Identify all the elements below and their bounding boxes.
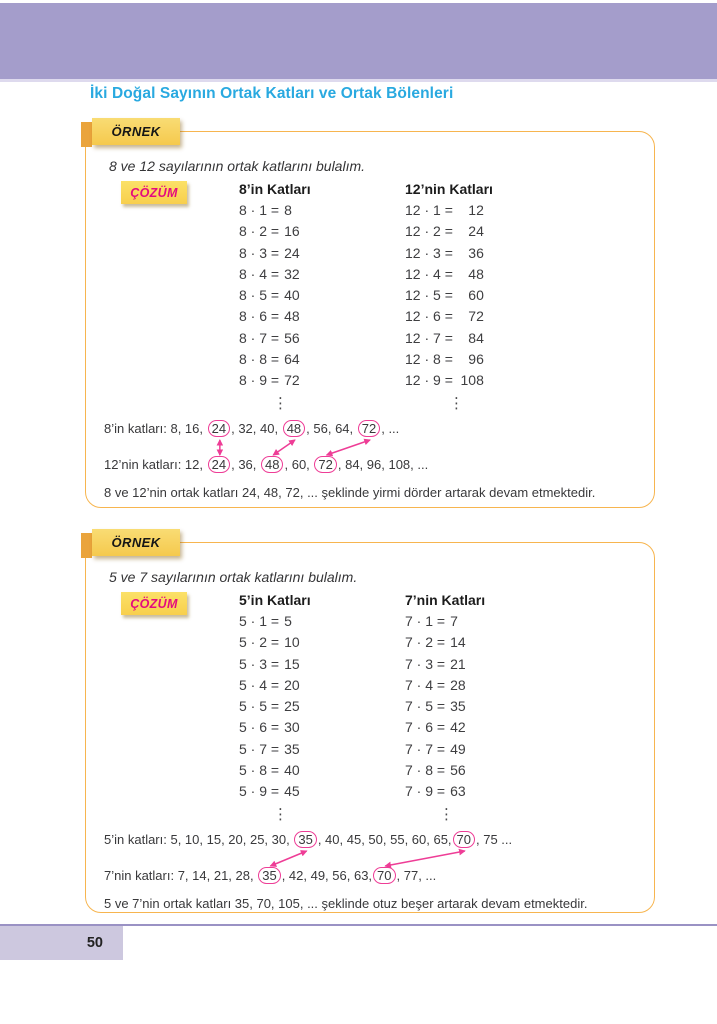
row-expression: 12 · 1 = — [405, 202, 453, 218]
vertical-ellipsis: ⋮ — [273, 804, 288, 823]
row-value: 56 — [284, 329, 300, 346]
table-header: 8’in Katları — [239, 181, 311, 197]
row-expression: 8 · 2 = — [239, 223, 280, 240]
row-value: 12 — [468, 202, 484, 218]
row-expression: 7 · 2 = — [405, 634, 446, 651]
table-row — [405, 760, 565, 781]
table-row — [239, 739, 399, 760]
row-expression: 5 · 6 = — [239, 719, 280, 736]
list-segment: , 77, ... — [396, 868, 437, 883]
table-row — [239, 200, 399, 221]
multiples-list — [104, 867, 436, 884]
row-expression: 7 · 1 = — [405, 613, 446, 629]
multiples-table — [405, 589, 565, 822]
table-row — [405, 781, 565, 802]
row-value: 14 — [450, 634, 466, 651]
list-segment: 35 — [258, 867, 280, 884]
list-segment: , ... — [381, 421, 400, 436]
row-expression: 7 · 3 = — [405, 655, 446, 672]
vertical-ellipsis: ⋮ — [439, 804, 454, 823]
list-segment: , 60, — [284, 457, 314, 472]
multiples-table — [405, 178, 565, 411]
row-value: 63 — [450, 783, 466, 800]
row-value: 8 — [284, 202, 292, 218]
row-value: 15 — [284, 655, 300, 672]
list-segment: 24 — [208, 420, 230, 437]
vertical-ellipsis: ⋮ — [449, 393, 464, 412]
row-value: 10 — [284, 634, 300, 651]
list-segment: , 42, 49, 56, 63, — [281, 868, 373, 883]
row-value: 48 — [284, 308, 300, 325]
row-value: 7 — [450, 613, 458, 629]
summary-text: 5 ve 7’nin ortak katları 35, 70, 105, ... şeklinde otuz beşer artarak devam etmektedir. — [104, 896, 588, 911]
list-segment: 12’nin katları: 12, — [104, 457, 207, 472]
table-row — [239, 370, 399, 391]
multiples-list — [104, 456, 428, 473]
row-expression: 5 · 8 = — [239, 762, 280, 779]
question-text: 8 ve 12 sayılarının ortak katlarını bulalım. — [109, 158, 366, 174]
row-value: 72 — [284, 372, 300, 389]
row-expression: 8 · 5 = — [239, 287, 280, 304]
table-row — [239, 781, 399, 802]
row-value: 49 — [450, 740, 466, 757]
match-arrow — [273, 440, 295, 455]
row-expression: 8 · 9 = — [239, 372, 280, 389]
example-card — [85, 535, 655, 913]
row-expression: 8 · 1 = — [239, 202, 280, 218]
row-expression: 12 · 4 = — [405, 265, 453, 282]
row-expression: 7 · 6 = — [405, 719, 446, 736]
table-row — [405, 370, 565, 391]
list-segment: , 36, — [231, 457, 261, 472]
table-row — [405, 306, 565, 327]
table-row — [239, 675, 399, 696]
row-value: 25 — [284, 698, 300, 715]
row-expression: 12 · 9 = — [405, 372, 453, 389]
row-expression: 5 · 9 = — [239, 783, 280, 800]
list-segment: 7’nin katları: 7, 14, 21, 28, — [104, 868, 258, 883]
example-tab — [81, 529, 180, 558]
row-expression: 5 · 2 = — [239, 634, 280, 651]
question-text: 5 ve 7 sayılarının ortak katlarını bulalım. — [109, 569, 358, 585]
table-row — [405, 654, 565, 675]
table-row — [239, 328, 399, 349]
table-row — [405, 675, 565, 696]
table-row — [239, 221, 399, 242]
list-segment: 24 — [208, 456, 230, 473]
row-expression: 7 · 9 = — [405, 783, 446, 800]
row-value: 20 — [284, 676, 300, 693]
list-segment: 8’in katları: 8, 16, — [104, 421, 207, 436]
row-value: 36 — [468, 244, 484, 261]
row-value: 35 — [450, 698, 466, 715]
row-expression: 12 · 5 = — [405, 287, 453, 304]
row-expression: 5 · 7 = — [239, 740, 280, 757]
page-number-strip — [0, 926, 123, 960]
row-value: 35 — [284, 740, 300, 757]
row-expression: 12 · 7 = — [405, 329, 453, 346]
row-value: 40 — [284, 762, 300, 779]
row-expression: 5 · 4 = — [239, 676, 280, 693]
table-rows — [239, 611, 399, 803]
example-tab-edge — [81, 533, 92, 558]
list-segment: , 56, 64, — [306, 421, 357, 436]
multiples-list — [104, 420, 399, 437]
row-expression: 7 · 7 = — [405, 740, 446, 757]
table-row — [239, 243, 399, 264]
solution-label: ÇÖZÜM — [121, 592, 187, 615]
match-arrow — [327, 440, 370, 455]
row-value: 84 — [468, 329, 484, 346]
row-expression: 12 · 2 = — [405, 223, 453, 240]
table-row — [239, 306, 399, 327]
list-segment: , 75 ... — [476, 832, 513, 847]
table-row — [405, 221, 565, 242]
row-expression: 12 · 8 = — [405, 351, 453, 368]
table-rows — [405, 611, 565, 803]
table-row — [405, 696, 565, 717]
list-segment: 48 — [261, 456, 283, 473]
row-value: 56 — [450, 762, 466, 779]
list-segment: 70 — [453, 831, 475, 848]
list-segment: 70 — [373, 867, 395, 884]
top-banner — [0, 3, 717, 82]
row-expression: 5 · 3 = — [239, 655, 280, 672]
table-row — [405, 611, 565, 632]
page-title: İki Doğal Sayının Ortak Katları ve Ortak Bölenleri — [90, 85, 454, 102]
row-expression: 5 · 5 = — [239, 698, 280, 715]
table-row — [405, 717, 565, 738]
example-tab-edge — [81, 122, 92, 147]
row-expression: 8 · 8 = — [239, 351, 280, 368]
table-row — [405, 264, 565, 285]
example-tab-label: ÖRNEK — [92, 118, 180, 145]
list-segment: 48 — [283, 420, 305, 437]
table-row — [405, 200, 565, 221]
summary-text: 8 ve 12’nin ortak katları 24, 48, 72, ... şeklinde yirmi dörder artarak devam etmektedir. — [104, 485, 596, 500]
example-card — [85, 124, 655, 508]
table-row — [405, 243, 565, 264]
table-rows — [239, 200, 399, 392]
row-expression: 8 · 3 = — [239, 244, 280, 261]
row-expression: 12 · 3 = — [405, 244, 453, 261]
row-expression: 7 · 5 = — [405, 698, 446, 715]
table-row — [239, 654, 399, 675]
table-header: 5’in Katları — [239, 592, 311, 608]
table-row — [239, 632, 399, 653]
table-row — [239, 696, 399, 717]
multiples-table — [239, 178, 399, 411]
row-value: 42 — [450, 719, 466, 736]
match-arrow — [270, 851, 306, 866]
row-value: 30 — [284, 719, 300, 736]
row-value: 32 — [284, 265, 300, 282]
table-row — [405, 739, 565, 760]
list-segment: 5’in katları: 5, 10, 15, 20, 25, 30, — [104, 832, 294, 847]
list-segment: , 84, 96, 108, ... — [337, 457, 429, 472]
example-tab-label: ÖRNEK — [92, 529, 180, 556]
table-row — [239, 611, 399, 632]
row-expression: 8 · 6 = — [239, 308, 280, 325]
row-expression: 7 · 4 = — [405, 676, 446, 693]
table-row — [239, 349, 399, 370]
row-value: 40 — [284, 287, 300, 304]
table-row — [405, 328, 565, 349]
table-row — [239, 717, 399, 738]
table-row — [239, 264, 399, 285]
table-row — [405, 349, 565, 370]
row-value: 24 — [284, 244, 300, 261]
row-value: 48 — [468, 265, 484, 282]
table-row — [405, 285, 565, 306]
table-header: 12’nin Katları — [405, 181, 493, 197]
table-row — [405, 632, 565, 653]
row-value: 28 — [450, 676, 466, 693]
row-expression: 8 · 4 = — [239, 265, 280, 282]
row-value: 72 — [468, 308, 484, 325]
row-expression: 12 · 6 = — [405, 308, 453, 325]
row-value: 5 — [284, 613, 292, 629]
example-tab — [81, 118, 180, 147]
multiples-table — [239, 589, 399, 822]
match-arrow — [385, 851, 465, 866]
vertical-ellipsis: ⋮ — [273, 393, 288, 412]
row-value: 16 — [284, 223, 300, 240]
table-rows — [405, 200, 565, 392]
row-expression: 5 · 1 = — [239, 613, 280, 629]
table-header: 7’nin Katları — [405, 592, 486, 608]
list-segment: , 32, 40, — [231, 421, 282, 436]
page-number: 50 — [86, 935, 103, 951]
row-expression: 8 · 7 = — [239, 329, 280, 346]
row-value: 96 — [468, 351, 484, 368]
solution-label: ÇÖZÜM — [121, 181, 187, 204]
multiples-list — [104, 831, 512, 848]
list-segment: 72 — [358, 420, 380, 437]
list-segment: 35 — [294, 831, 316, 848]
list-segment: , 40, 45, 50, 55, 60, 65, — [317, 832, 452, 847]
row-value: 21 — [450, 655, 466, 672]
row-value: 24 — [468, 223, 484, 240]
row-value: 45 — [284, 783, 300, 800]
list-segment: 72 — [314, 456, 336, 473]
table-row — [239, 760, 399, 781]
row-value: 64 — [284, 351, 300, 368]
table-row — [239, 285, 399, 306]
row-expression: 7 · 8 = — [405, 762, 446, 779]
row-value: 60 — [468, 287, 484, 304]
row-value: 108 — [460, 372, 484, 389]
